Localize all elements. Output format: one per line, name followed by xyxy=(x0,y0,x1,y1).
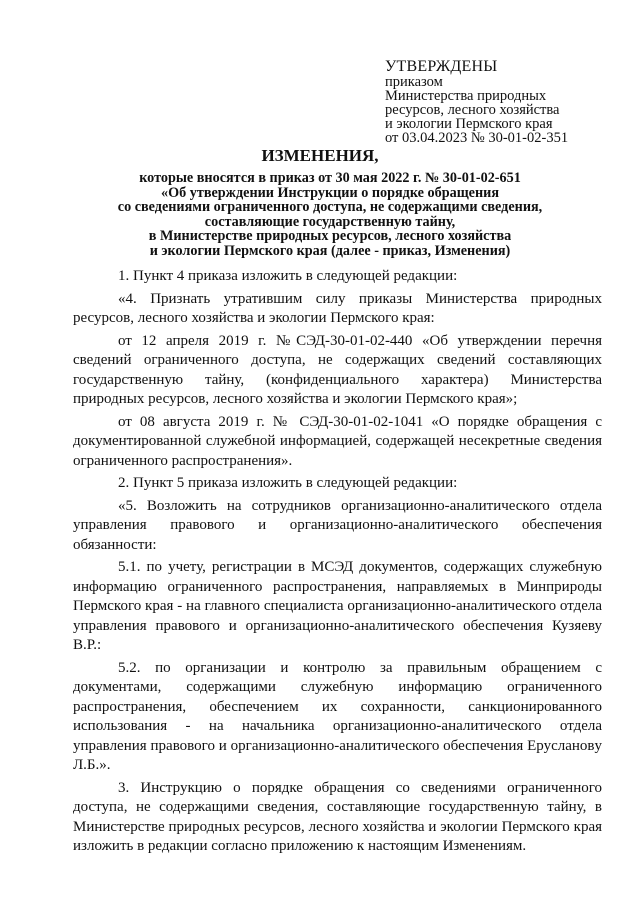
document-body xyxy=(73,267,602,857)
subtitle-line: «Об утверждении Инструкции о порядке обращения xyxy=(161,184,499,201)
approval-heading: УТВЕРЖДЕНЫ xyxy=(385,58,498,75)
approval-line: ресурсов, лесного хозяйства xyxy=(385,102,560,118)
approval-line: приказом xyxy=(385,74,443,90)
paragraph-item-3: 3. Инструкцию о порядке обращения со сведениями ограниченного доступа, не содержащими сведения, составляющие государственную тайну, в Министерстве природных ресурсов, лесного хозяйства и экологии Пермского края изложить в редакции согласно приложению к настоящим Изменениям. xyxy=(73,779,602,854)
paragraph-order-440: от 12 апреля 2019 г. №СЭД-30-01-02-440 «Об утверждении перечня сведений ограниченного доступа, не содержащих сведений составляющих государственную тайну, (конфиденциального характера) Министерства природных ресурсов, лесного хозяйства и экологии Пермского края»; xyxy=(73,332,602,407)
approval-line: Министерства природных xyxy=(385,88,547,104)
paragraph-item-1: 1. Пункт 4 приказа изложить в следующей редакции: xyxy=(118,268,458,284)
paragraph-item-2: 2. Пункт 5 приказа изложить в следующей редакции: xyxy=(118,475,458,491)
paragraph-clause-4: «4. Признать утратившим силу приказы Министерства природных ресурсов, лесного хозяйства и экологии Пермского края: xyxy=(73,290,602,326)
approval-stamp xyxy=(385,58,615,145)
document-title: ИЗМЕНЕНИЯ, xyxy=(261,146,379,165)
document-subtitle xyxy=(60,171,600,259)
approval-line: и экологии Пермского края xyxy=(385,116,553,132)
paragraph-clause-5: «5. Возложить на сотрудников организационно-аналитического отдела управления правового и организационно-аналитического обеспечения обязанности: xyxy=(73,497,602,553)
paragraph-order-1041: от 08 августа 2019 г. № СЭД-30-01-02-1041 «О порядке обращения с документированной служебной информацией, содержащей несекретные сведения ограниченного распространения». xyxy=(73,413,602,469)
subtitle-line: которые вносятся в приказ от 30 мая 2022 г. № 30-01-02-651 xyxy=(139,170,521,186)
subtitle-line: со сведениями ограниченного доступа, не содержащими сведения, xyxy=(117,199,543,216)
subtitle-line: в Министерстве природных ресурсов, лесного хозяйства xyxy=(148,228,512,245)
approval-order-number: от 03.04.2023 № 30-01-02-351 xyxy=(385,130,569,146)
paragraph-clause-5-1: 5.1. по учету, регистрации в МСЭД документов, содержащих служебную информацию ограниченного распространения, направляемых в Минприроды Пермского края - на главного специалиста организационно-аналитического отдела управления правового и организационно-аналитического обеспечения Кузяеву В.Р.: xyxy=(73,559,602,653)
subtitle-line: составляющие государственную тайну, xyxy=(204,213,456,230)
paragraph-clause-5-2: 5.2. по организации и контролю за правильным обращением с документами, содержащими служебную информацию ограниченного распространения, обеспечением их сохранности, санкционированного использования - на начальника организационно-аналитического отдела управления правового и организационно-аналитического обеспечения Еруслановy Л.Б.». xyxy=(73,659,602,773)
subtitle-line: и экологии Пермского края (далее - приказ, Изменения) xyxy=(149,242,511,259)
